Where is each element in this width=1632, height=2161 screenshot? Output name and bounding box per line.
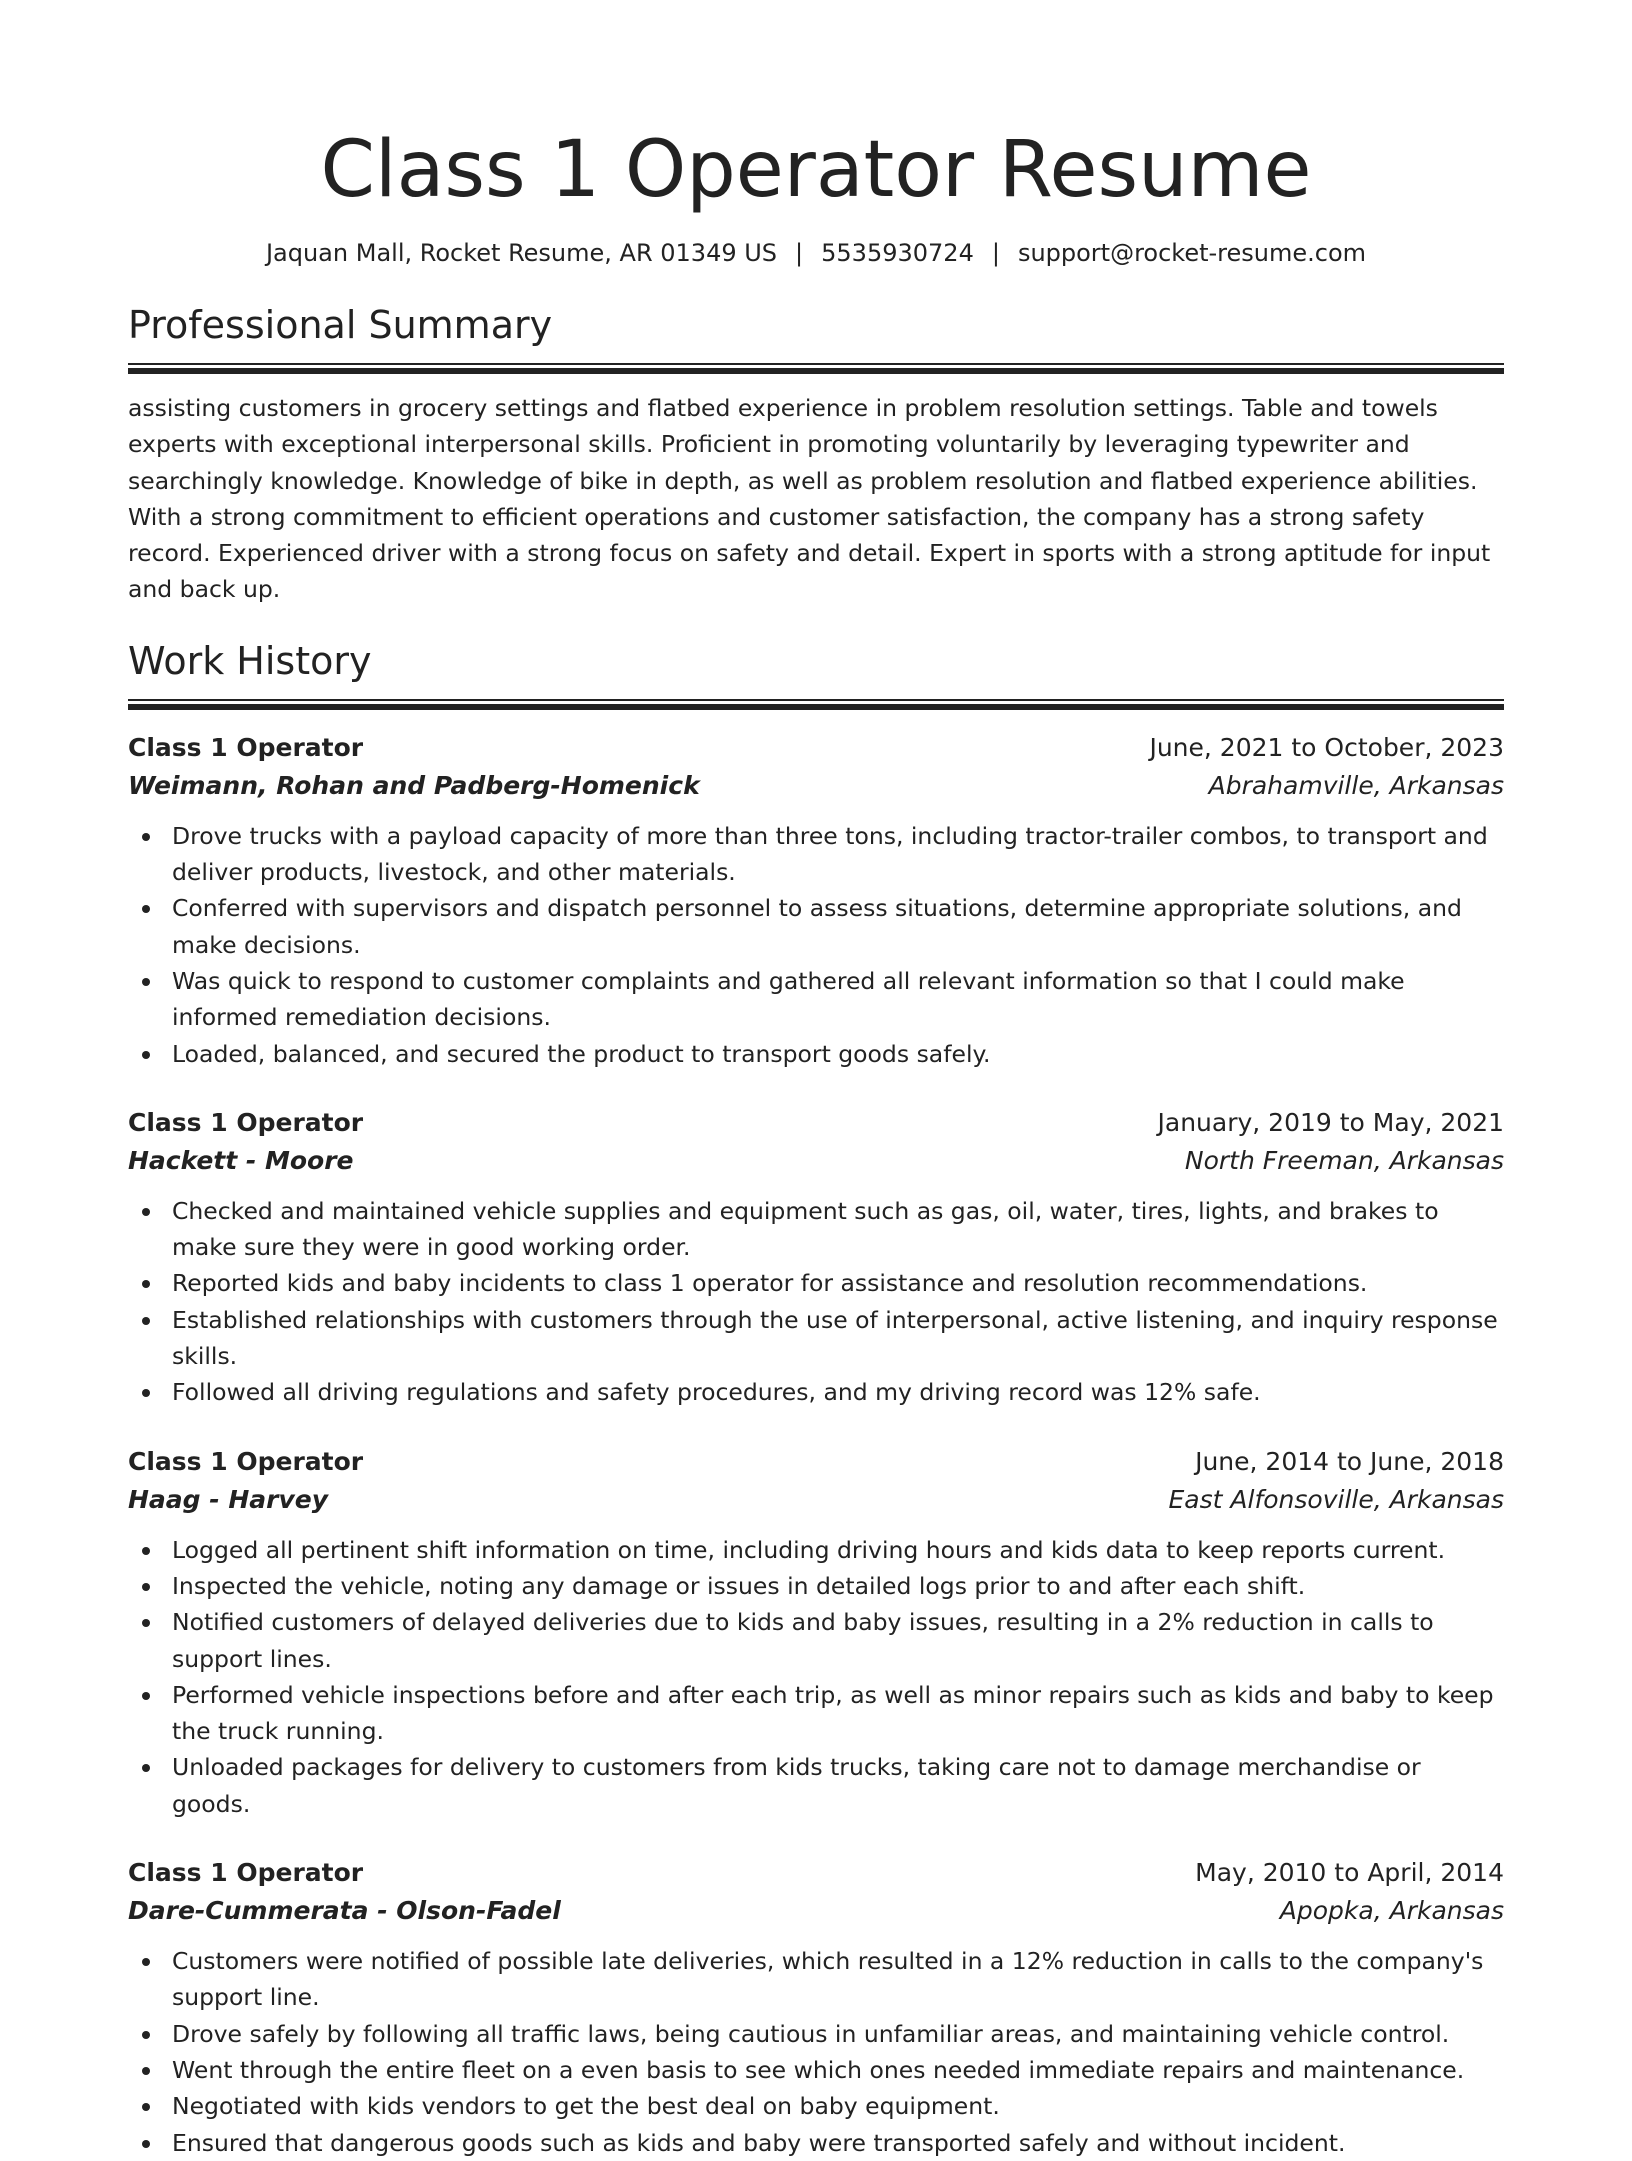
job-location: East Alfonsoville, Arkansas bbox=[1168, 1484, 1504, 1514]
job-bullet-list bbox=[128, 1943, 1504, 2161]
job-bullet-text: Checked and maintained vehicle supplies and equipment such as gas, oil, water, tires, lights, and brakes to make sure they were in good working order. bbox=[172, 1196, 1439, 1262]
contact-separator: | bbox=[795, 239, 804, 267]
bullet-dot-icon bbox=[142, 1208, 150, 1216]
job-company: Haag - Harvey bbox=[128, 1484, 329, 1514]
job-bullet-text: Loaded, balanced, and secured the product to transport goods safely. bbox=[172, 1039, 991, 1068]
bullet-dot-icon bbox=[142, 1280, 150, 1288]
job-dates: January, 2019 to May, 2021 bbox=[1157, 1107, 1504, 1137]
job-title: Class 1 Operator bbox=[128, 1107, 364, 1137]
job-bullet-list bbox=[128, 1532, 1504, 1822]
section-divider bbox=[128, 699, 1504, 710]
job-company: Weimann, Rohan and Padberg-Homenick bbox=[128, 770, 700, 800]
job-company-row bbox=[128, 766, 1504, 806]
job-bullet bbox=[128, 818, 1504, 891]
resume-title: Class 1 Operator Resume bbox=[320, 125, 1312, 215]
resume-page bbox=[128, 0, 1504, 2161]
job-bullet bbox=[128, 1677, 1504, 1750]
job-entry bbox=[128, 1444, 1504, 1822]
job-bullet-text: Drove trucks with a payload capacity of more than three tons, including tractor-trailer combos, to transport and deliver products, livestock, and other materials. bbox=[172, 821, 1488, 887]
job-bullet-text: Customers were notified of possible late deliveries, which resulted in a 12% reduction in calls to the company's support line. bbox=[172, 1947, 1484, 2012]
job-company: Dare-Cummerata - Olson-Fadel bbox=[128, 1896, 561, 1926]
section-divider bbox=[128, 363, 1504, 374]
job-entry bbox=[128, 730, 1504, 1072]
job-header-row bbox=[128, 1444, 1504, 1480]
summary-heading: Professional Summary bbox=[128, 303, 553, 347]
job-bullet-text: Drove safely by following all traffic laws, being cautious in unfamiliar areas, and maintaining vehicle control. bbox=[172, 2019, 1450, 2048]
job-bullet bbox=[128, 1374, 1504, 1410]
bullet-dot-icon bbox=[142, 1958, 150, 1966]
job-bullet-text: Reported kids and baby incidents to class 1 operator for assistance and resolution recommendations. bbox=[172, 1269, 1368, 1298]
contact-address: Jaquan Mall, Rocket Resume, AR 01349 US bbox=[265, 239, 778, 267]
job-bullet bbox=[128, 963, 1504, 1036]
job-header-row bbox=[128, 730, 1504, 766]
job-bullet-text: Was quick to respond to customer complaints and gathered all relevant information so that I could make informed remediation decisions. bbox=[172, 966, 1405, 1032]
job-bullet-list bbox=[128, 818, 1504, 1072]
job-bullet bbox=[128, 890, 1504, 963]
job-location: North Freeman, Arkansas bbox=[1184, 1145, 1504, 1175]
contact-separator: | bbox=[991, 239, 1000, 267]
job-company-row bbox=[128, 1891, 1504, 1931]
job-bullet bbox=[128, 2125, 1504, 2161]
job-bullet bbox=[128, 2016, 1504, 2052]
bullet-dot-icon bbox=[142, 905, 150, 913]
job-bullet bbox=[128, 1568, 1504, 1604]
job-bullet bbox=[128, 1302, 1504, 1375]
job-bullet-text: Logged all pertinent shift information on time, including driving hours and kids data to keep reports current. bbox=[172, 1535, 1446, 1564]
job-company-row bbox=[128, 1480, 1504, 1520]
job-bullet-text: Established relationships with customers through the use of interpersonal, active listening, and inquiry response skills. bbox=[172, 1305, 1498, 1371]
bullet-dot-icon bbox=[142, 1764, 150, 1772]
job-header-row bbox=[128, 1105, 1504, 1141]
bullet-dot-icon bbox=[142, 1389, 150, 1397]
job-bullet-list bbox=[128, 1193, 1504, 1411]
job-bullet bbox=[128, 1265, 1504, 1301]
contact-phone: 5535930724 bbox=[821, 239, 974, 267]
summary-text: assisting customers in grocery settings and flatbed experience in problem resolution settings. Table and towels experts with exceptional interpersonal skills. Proficient in promoting voluntarily by leveraging typewriter and searchingly knowledge. Knowledge of bike in depth, as well as problem resolution and flatbed experience abilities. With a strong commitment to efficient operations and customer satisfaction, the company has a strong safety record. Experienced driver with a strong focus on safety and detail. Expert in sports with a strong aptitude for input and back up. bbox=[128, 394, 1491, 604]
job-header-row bbox=[128, 1855, 1504, 1891]
job-bullet bbox=[128, 2052, 1504, 2088]
job-dates: June, 2014 to June, 2018 bbox=[1195, 1446, 1504, 1476]
job-bullet bbox=[128, 1532, 1504, 1568]
job-location: Abrahamville, Arkansas bbox=[1208, 770, 1504, 800]
job-entry bbox=[128, 1105, 1504, 1411]
job-bullet-text: Unloaded packages for delivery to customers from kids trucks, taking care not to damage merchandise or goods. bbox=[172, 1753, 1421, 1818]
job-bullet-text: Inspected the vehicle, noting any damage or issues in detailed logs prior to and after each shift. bbox=[172, 1571, 1306, 1600]
bullet-dot-icon bbox=[142, 2067, 150, 2075]
bullet-dot-icon bbox=[142, 1051, 150, 1059]
bullet-dot-icon bbox=[142, 2031, 150, 2039]
bullet-dot-icon bbox=[142, 1583, 150, 1591]
job-bullet-text: Went through the entire fleet on a even basis to see which ones needed immediate repairs and maintenance. bbox=[172, 2055, 1465, 2084]
job-bullet bbox=[128, 1749, 1504, 1822]
bullet-dot-icon bbox=[142, 1547, 150, 1555]
job-location: Apopka, Arkansas bbox=[1279, 1896, 1504, 1926]
job-dates: May, 2010 to April, 2014 bbox=[1195, 1858, 1504, 1888]
job-bullet-text: Conferred with supervisors and dispatch personnel to assess situations, determine appropriate solutions, and make decisions. bbox=[172, 894, 1462, 959]
bullet-dot-icon bbox=[142, 833, 150, 841]
job-dates: June, 2021 to October, 2023 bbox=[1149, 732, 1504, 762]
job-bullet bbox=[128, 2088, 1504, 2124]
job-bullet-text: Followed all driving regulations and safety procedures, and my driving record was 12% safe. bbox=[172, 1378, 1261, 1407]
job-bullet-text: Notified customers of delayed deliveries due to kids and baby issues, resulting in a 2% reduction in calls to support lines. bbox=[172, 1608, 1434, 1673]
bullet-dot-icon bbox=[142, 978, 150, 986]
bullet-dot-icon bbox=[142, 1692, 150, 1700]
job-bullet bbox=[128, 1943, 1504, 2016]
contact-line bbox=[128, 238, 1504, 268]
bullet-dot-icon bbox=[142, 1619, 150, 1627]
job-title: Class 1 Operator bbox=[128, 1858, 364, 1888]
bullet-dot-icon bbox=[142, 2140, 150, 2148]
contact-email: support@rocket-resume.com bbox=[1017, 239, 1367, 267]
job-bullet-text: Performed vehicle inspections before and after each trip, as well as minor repairs such as kids and baby to keep the truck running. bbox=[172, 1680, 1494, 1746]
job-title: Class 1 Operator bbox=[128, 1446, 364, 1476]
job-bullet bbox=[128, 1036, 1504, 1072]
bullet-dot-icon bbox=[142, 2103, 150, 2111]
work-history-list bbox=[128, 730, 1504, 2161]
job-company-row bbox=[128, 1141, 1504, 1181]
job-bullet-text: Ensured that dangerous goods such as kids and baby were transported safely and without incident. bbox=[172, 2128, 1346, 2157]
work-history-heading: Work History bbox=[128, 638, 372, 683]
job-entry bbox=[128, 1855, 1504, 2161]
job-title: Class 1 Operator bbox=[128, 732, 364, 762]
job-bullet bbox=[128, 1193, 1504, 1266]
bullet-dot-icon bbox=[142, 1317, 150, 1325]
job-bullet-text: Negotiated with kids vendors to get the best deal on baby equipment. bbox=[172, 2092, 1000, 2121]
job-company: Hackett - Moore bbox=[128, 1145, 354, 1175]
job-bullet bbox=[128, 1604, 1504, 1677]
